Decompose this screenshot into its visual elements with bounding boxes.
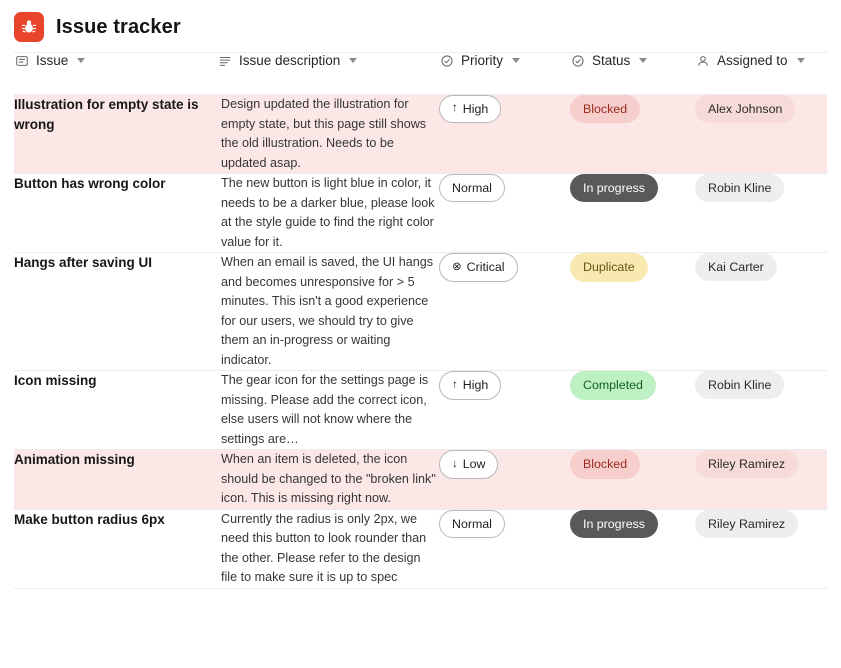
critical-icon: ⊗	[452, 260, 462, 273]
assignee-chip[interactable]: Robin Kline	[695, 371, 784, 399]
status-cell	[570, 509, 695, 588]
issue-title: Animation missing	[14, 452, 135, 468]
issue-title: Icon missing	[14, 373, 97, 389]
issue-title: Hangs after saving UI	[14, 255, 153, 271]
check-circle-icon	[570, 53, 585, 68]
description-cell	[217, 371, 439, 450]
assignee-cell	[695, 95, 827, 174]
issue-cell	[14, 95, 217, 174]
issue-description: When an item is deleted, the icon should be changed to the "broken link" icon. This is missing right now.	[221, 452, 436, 506]
priority-cell	[439, 95, 570, 174]
assignee-cell	[695, 509, 827, 588]
column-header-status[interactable]	[570, 53, 695, 95]
column-header-label: Assigned to	[717, 53, 788, 68]
priority-badge[interactable]	[439, 510, 505, 538]
priority-cell	[439, 450, 570, 510]
priority-cell	[439, 509, 570, 588]
status-badge[interactable]: In progress	[570, 510, 658, 538]
assignee-cell	[695, 253, 827, 371]
priority-cell	[439, 253, 570, 371]
column-header-issue[interactable]	[14, 53, 217, 95]
assignee-chip[interactable]: Riley Ramirez	[695, 450, 798, 478]
id-card-icon	[14, 53, 29, 68]
priority-label: Normal	[452, 516, 492, 531]
priority-badge[interactable]	[439, 253, 518, 281]
issue-cell	[14, 509, 217, 588]
status-badge[interactable]: In progress	[570, 174, 658, 202]
description-cell	[217, 95, 439, 174]
issue-title: Illustration for empty state is wrong	[14, 97, 199, 132]
assignee-cell	[695, 450, 827, 510]
status-cell	[570, 253, 695, 371]
issue-cell	[14, 253, 217, 371]
issue-description: Design updated the illustration for empty state, but this page still shows the old illustration. Needs to be updated asap.	[221, 97, 427, 170]
assignee-chip[interactable]: Kai Carter	[695, 253, 777, 281]
issue-cell	[14, 174, 217, 253]
column-header-priority[interactable]	[439, 53, 570, 95]
page-title: Issue tracker	[56, 15, 181, 38]
description-cell	[217, 253, 439, 371]
table-header	[14, 53, 827, 95]
issue-title: Button has wrong color	[14, 176, 166, 192]
priority-label: High	[462, 378, 489, 393]
issue-description: Currently the radius is only 2px, we need this button to look rounder than the other. Please refer to the design file to make sure it is up to spec	[221, 511, 427, 585]
status-cell	[570, 95, 695, 174]
priority-badge[interactable]	[439, 371, 501, 399]
status-badge[interactable]: Duplicate	[570, 253, 648, 281]
priority-badge[interactable]	[439, 95, 501, 123]
bug-icon	[14, 12, 44, 42]
issue-title: Make button radius 6px	[14, 511, 165, 527]
assignee-chip[interactable]: Robin Kline	[695, 174, 784, 202]
chevron-down-icon[interactable]	[349, 58, 357, 63]
column-header-assigned-to[interactable]	[695, 53, 827, 95]
issues-table	[14, 52, 827, 589]
issue-description: The new button is light blue in color, it needs to be a darker blue, please look at the style guide to find the right color value for it.	[221, 176, 435, 249]
description-cell	[217, 450, 439, 510]
priority-cell	[439, 174, 570, 253]
assignee-cell	[695, 174, 827, 253]
priority-label: Normal	[452, 181, 492, 196]
assignee-chip[interactable]: Alex Johnson	[695, 95, 795, 123]
status-badge[interactable]: Completed	[570, 371, 656, 399]
table-row[interactable]	[14, 253, 827, 371]
column-header-label: Status	[592, 53, 631, 68]
text-lines-icon	[217, 53, 232, 68]
chevron-down-icon[interactable]	[77, 58, 85, 63]
description-cell	[217, 174, 439, 253]
issue-cell	[14, 450, 217, 510]
issue-description: The gear icon for the settings page is missing. Please add the correct icon, else users will not know where the settings are…	[221, 373, 429, 446]
priority-label: High	[462, 102, 489, 116]
table-row[interactable]	[14, 371, 827, 450]
column-header-label: Issue description	[239, 53, 341, 68]
issues-table-container	[0, 52, 841, 589]
issue-description: When an email is saved, the UI hangs and becomes unresponsive for > 5 minutes. This isn't a good experience for our users, we should try to give them an in-progress or waiting indicator.	[221, 255, 434, 367]
description-cell	[217, 509, 439, 588]
table-row[interactable]	[14, 174, 827, 253]
app-header	[0, 0, 841, 52]
priority-label: Low	[462, 457, 486, 472]
table-body	[14, 95, 827, 589]
person-icon	[695, 53, 710, 68]
column-header-label: Issue	[36, 53, 69, 68]
status-cell	[570, 174, 695, 253]
chevron-down-icon[interactable]	[512, 58, 520, 63]
column-header-issue-description[interactable]	[217, 53, 439, 95]
priority-badge[interactable]	[439, 450, 498, 478]
table-row[interactable]	[14, 95, 827, 174]
priority-cell	[439, 371, 570, 450]
status-cell	[570, 371, 695, 450]
target-icon	[439, 53, 454, 68]
priority-label: Critical	[466, 260, 505, 275]
arrow-down-icon: ↓	[452, 457, 458, 470]
priority-badge[interactable]	[439, 174, 505, 202]
issue-cell	[14, 371, 217, 450]
arrow-up-icon: ↑	[452, 378, 458, 391]
table-row[interactable]	[14, 450, 827, 510]
chevron-down-icon[interactable]	[639, 58, 647, 63]
assignee-cell	[695, 371, 827, 450]
table-row[interactable]	[14, 509, 827, 588]
status-badge[interactable]: Blocked	[570, 95, 640, 123]
arrow-up-icon: ↑	[452, 102, 458, 115]
status-badge[interactable]: Blocked	[570, 450, 640, 478]
chevron-down-icon[interactable]	[797, 58, 805, 63]
column-header-label: Priority	[461, 53, 504, 68]
status-cell	[570, 450, 695, 510]
assignee-chip[interactable]: Riley Ramirez	[695, 510, 798, 538]
